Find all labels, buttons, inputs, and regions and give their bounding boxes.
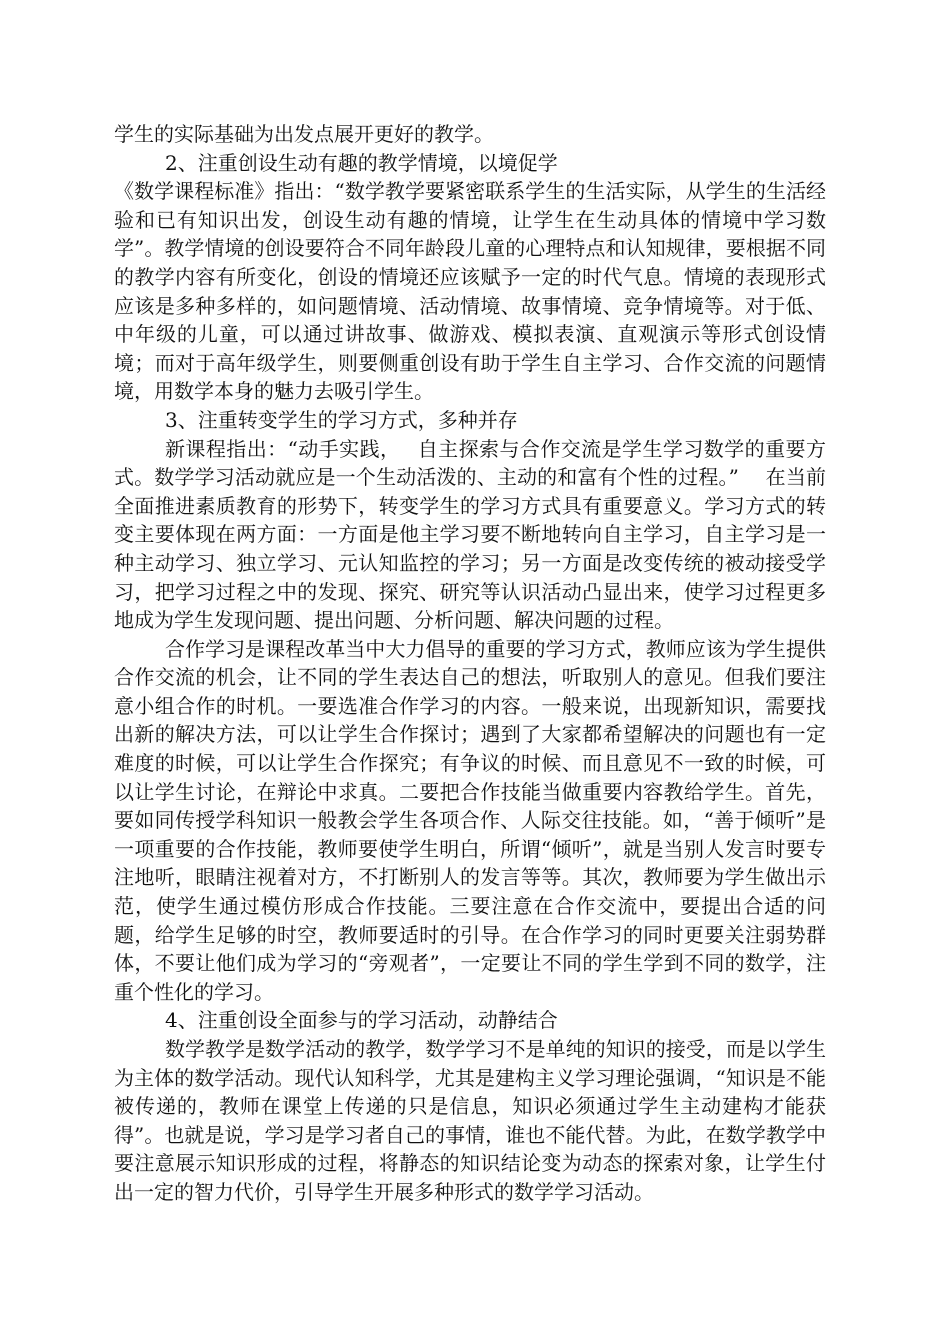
- paragraph-continuation: 学生的实际基础为出发点展开更好的教学。: [114, 122, 494, 146]
- section-heading-4: 4、注重创设全面参与的学习活动，动静结合: [165, 1008, 558, 1033]
- document-body: [114, 120, 826, 1207]
- paragraph-math-activity: 数学教学是数学活动的教学，数学学习不是单纯的知识的接受，而是以学生为主体的数学活动。现代认知科学，尤其是建构主义学习理论强调，“知识是不能被传递的，教师在课堂上传递的只是信息，知识必须通过学生主动建构才能获得”。也就是说，学习是学习者自己的事情，谁也不能代替。为此，在数学教学中要注意展示知识形成的过程，将静态的知识结论变为动态的探索对象，让学生付出一定的智力代价，引导学生开展多种形式的数学学习活动。: [114, 1037, 826, 1204]
- section-heading-2: 2、注重创设生动有趣的教学情境，以境促学: [165, 150, 558, 175]
- paragraph-cooperative-learning: 合作学习是课程改革当中大力倡导的重要的学习方式，教师应该为学生提供合作交流的机会，让不同的学生表达自己的想法，听取别人的意见。但我们要注意小组合作的时机。一要选准合作学习的内容。一般来说，出现新知识，需要找出新的解决方法，可以让学生合作探讨；遇到了大家都希望解决的问题也有一定难度的时候，可以让学生合作探究；有争议的时候、而且意见不一致的时候，可以让学生讨论，在辩论中求真。二要把合作技能当做重要内容教给学生。首先，要如同传授学科知识一般教会学生各项合作、人际交往技能。如，“善于倾听”是一项重要的合作技能，教师要使学生明白，所谓“倾听”，就是当别人发言时要专注地听，眼睛注视着对方，不打断别人的发言等等。其次，教师要为学生做出示范，使学生通过模仿形成合作技能。三要注意在合作交流中，要提出合适的问题，给学生足够的时空，教师要适时的引导。在合作学习的同时更要关注弱势群体，不要让他们成为学习的“旁观者”，一定要让不同的学生学到不同的数学，注重个性化的学习。: [114, 636, 826, 1004]
- paragraph-curriculum-standard: 《数学课程标准》指出：“数学教学要紧密联系学生的生活实际，从学生的生活经验和已有知识出发，创设生动有趣的情境，让学生在生动具体的情境中学习数学”。教学情境的创设要符合不同年龄段儿童的心理特点和认知规律，要根据不同的教学内容有所变化，创设的情境还应该赋予一定的时代气息。情境的表现形式应该是多种多样的，如问题情境、活动情境、故事情境、竞争情境等。对于低、中年级的儿童，可以通过讲故事、做游戏、模拟表演、直观演示等形式创设情境；而对于高年级学生，则要侧重创设有助于学生自主学习、合作交流的问题情境，用数学本身的魅力去吸引学生。: [114, 179, 826, 404]
- paragraph-learning-style: 新课程指出：“动手实践， 自主探索与合作交流是学生学习数学的重要方式。数学学习活动就应是一个生动活泼的、主动的和富有个性的过程。” 在当前全面推进素质教育的形势下，转变学生的学习方式具有重要意义。学习方式的转变主要体现在两方面：一方面是他主学习要不断地转向自主学习，自主学习是一种主动学习、独立学习、元认知监控的学习；另一方面是改变传统的被动接受学习，把学习过程之中的发现、探究、研究等认识活动凸显出来，使学习过程更多地成为学生发现问题、提出问题、分析问题、解决问题的过程。: [114, 436, 826, 633]
- section-heading-3: 3、注重转变学生的学习方式，多种并存: [165, 407, 518, 432]
